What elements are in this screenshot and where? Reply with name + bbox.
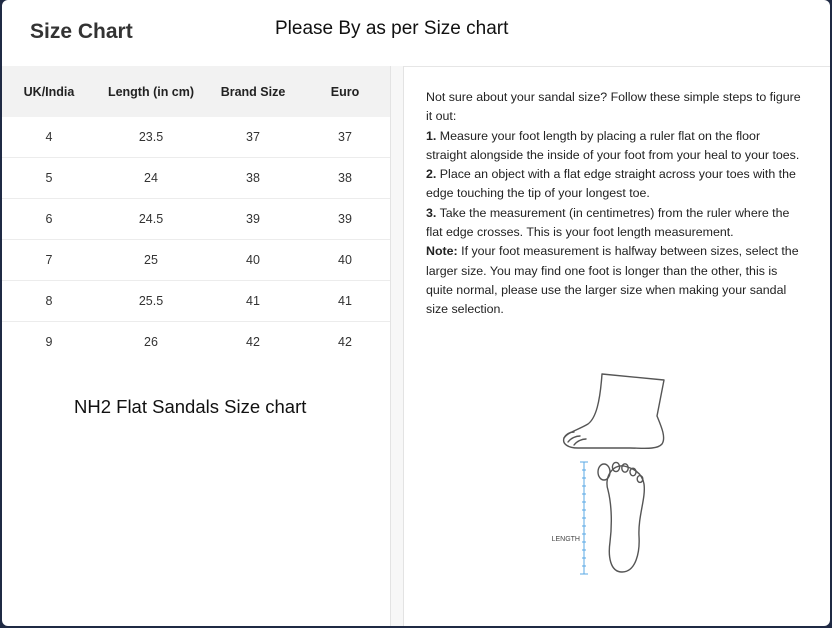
table-row [2,240,390,281]
table-cell: 42 [338,335,352,349]
table-cell: 39 [300,199,390,240]
modal-subtitle: Please By as per Size chart [275,18,509,39]
foot-side-view-icon [564,374,664,448]
table-header-row [2,66,390,117]
foot-measurement-illustration [544,366,684,581]
step-text: Take the measurement (in centimetres) from the ruler where the flat edge crosses. This is your foot length measurement. [426,205,790,240]
table-cell: 25 [96,240,206,281]
table-cell: 40 [300,240,390,281]
table-cell: 42 [246,335,260,349]
table-cell: 38 [300,158,390,199]
table-cell: 5 [2,158,96,199]
measurement-instructions [426,88,801,320]
table-cell: 9 [45,335,53,349]
table-cell: 8 [2,281,96,322]
size-table-panel [2,66,391,626]
instructions-panel [404,66,830,626]
size-table [2,66,390,362]
table-cell: 41 [206,281,300,322]
table-cell: 39 [206,199,300,240]
table-row [2,281,390,322]
table-cell: 7 [2,240,96,281]
table-cell: 6 [2,199,96,240]
column-header-uk-india: UK/India [2,66,96,117]
instructions-intro: Not sure about your sandal size? Follow these simple steps to figure it out: [426,90,801,124]
table-cell: 23.5 [96,117,206,158]
table-cell: 41 [300,281,390,322]
size-chart-modal [2,0,830,626]
note-label: Note: [426,244,458,259]
table-cell: 4 [2,117,96,158]
column-header-length: Length (in cm) [96,66,206,117]
step-number: 2. [426,167,437,182]
table-cell: 38 [206,158,300,199]
note-text: If your foot measurement is halfway between sizes, select the larger size. You may find one foot is longer than the other, this is quite normal, please use the larger size when making your sandal size selection. [426,244,799,317]
panel-divider [391,66,404,626]
table-cell: 25.5 [96,281,206,322]
table-row [2,322,390,363]
instruction-step-2 [426,165,801,204]
step-text: Place an object with a flat edge straight across your toes with the edge touching the tip of your longest toe. [426,167,796,201]
table-cell: 37 [206,117,300,158]
table-cell: 26 [144,335,158,349]
modal-title: Size Chart [30,20,133,43]
instruction-note [426,242,801,319]
length-label: LENGTH [551,536,580,543]
step-number: 1. [426,128,437,143]
step-text: Measure your foot length by placing a ruler flat on the floor straight alongside the inside of your foot from your heal to your toes. [426,128,800,162]
ruler-icon [580,462,588,574]
instruction-step-1 [426,127,801,166]
column-header-euro: Euro [300,66,390,117]
table-row [2,158,390,199]
modal-header [2,0,830,67]
table-cell: 40 [206,240,300,281]
step-number: 3. [426,205,437,220]
instruction-step-3 [426,204,801,243]
table-row [2,117,390,158]
table-cell: 24 [96,158,206,199]
column-header-brand-size: Brand Size [206,66,300,117]
table-cell: 24.5 [96,199,206,240]
table-row [2,199,390,240]
footprint-icon [598,462,644,572]
table-cell: 37 [300,117,390,158]
size-chart-caption: NH2 Flat Sandals Size chart [74,396,307,417]
